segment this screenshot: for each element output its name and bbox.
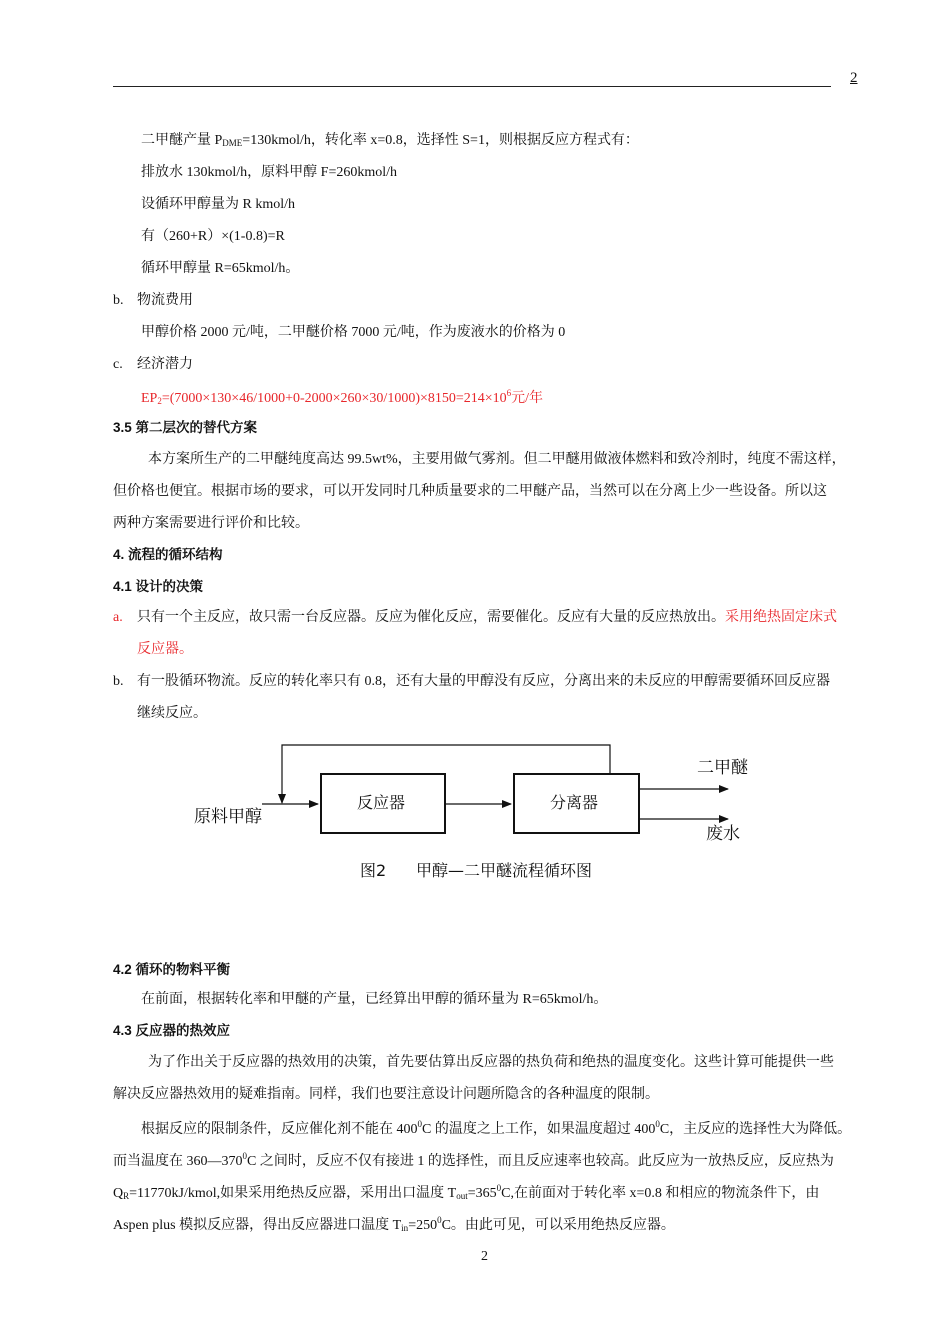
header-page-number: 2 [850,70,858,86]
ep-superscript: 6 [506,388,512,398]
temp-limit-text-cont: C 的温度之上工作，如果温度超过 400 [422,1122,656,1137]
section-4-3-para2-line1 [141,1120,851,1137]
production-text: 二甲醚产量 P [141,133,223,148]
recycle-result-line: 循环甲醇量 R=65kmol/h。 [141,261,300,276]
degree-superscript: 0 [496,1183,502,1193]
heat-text-cont: =11770kJ/kmol,如果采用绝热反应器，采用出口温度 T [129,1186,457,1201]
decision-b-line1: 有一股循环物流。反应的转化率只有 0.8，还有大量的甲醇没有反应，分离出来的未反应的甲醇需要循环回反应器 [137,674,830,689]
inlet-temp: =250 [408,1218,438,1233]
decision-b-line2: 继续反应。 [137,706,207,721]
economic-potential-title: 经济潜力 [137,357,193,372]
recycle-assumption-line: 设循环甲醇量为 R kmol/h [141,197,296,212]
section-3-5-para-line2: 但价格也便宜。根据市场的要求，可以开发同时几种质量要求的二甲醚产品，当然可以在分离上少一些设备。所以这 [113,484,827,499]
decision-a-text: 只有一个主反应，故只需一台反应器。反应为催化反应，需要催化。反应有大量的反应热放出。 [137,610,725,625]
footer-page-number: 2 [481,1249,488,1264]
waste-label: 废水 [706,824,740,844]
section-4-3-para2-line3 [113,1184,819,1201]
list-marker-a: a. [113,610,123,625]
section-4-2-text: 在前面，根据转化率和甲醚的产量，已经算出甲醇的循环量为 R=65kmol/h。 [141,992,608,1007]
feed-label: 原料甲醇 [194,807,262,827]
section-3-5-para-line1: 本方案所生产的二甲醚纯度高达 99.5wt%，主要用做气雾剂。但二甲醚用做液体燃料和致冷剂时，纯度不需这样， [148,452,846,467]
aspen-text: Aspen plus 模拟反应器，得出反应器进口温度 T [113,1218,402,1233]
discharge-line: 排放水 130kmol/h，原料甲醇 F=260kmol/h [141,165,398,180]
production-text-cont: =130kmol/h，转化率 x=0.8，选择性 S=1，则根据反应方程式有： [242,133,639,148]
section-4-1-heading: 4.1 设计的决策 [113,579,204,594]
section-4-heading: 4. 流程的循环结构 [113,547,223,562]
degree-superscript: 0 [655,1119,660,1129]
degree-superscript: 0 [417,1119,422,1129]
heat-text: Q [113,1186,124,1201]
temp-limit-text-end: C，主反应的选择性大为降低。 [659,1122,852,1137]
inlet-subscript: in [401,1223,409,1233]
section-4-3-para1-line1: 为了作出关于反应器的热效用的决策，首先要估算出反应器的热负荷和绝热的温度变化。这些计算可能提供一些 [148,1055,834,1070]
material-cost-text: 甲醇价格 2000 元/吨，二甲醚价格 7000 元/吨，作为废液水的价格为 0 [141,325,566,340]
section-4-3-para2-line2 [113,1152,834,1169]
section-4-2-heading: 4.2 循环的物料平衡 [113,962,231,977]
ep-unit: 元/年 [511,391,544,406]
production-subscript: DME [222,138,243,148]
figure-caption-number: 图2 [360,861,387,880]
heat-subscript: R [123,1191,130,1201]
degree-superscript: 0 [437,1215,442,1225]
section-3-5-para-line3: 两种方案需要进行评价和比较。 [113,516,309,531]
separator-label: 分离器 [550,793,599,812]
material-cost-title: 物流费用 [137,293,193,308]
ep-formula: =(7000×130×46/1000+0-2000×260×30/1000)×8150=214×10 [161,391,507,406]
decision-a-highlight: 采用绝热固定床式 [725,610,837,625]
temp-range-text: 而当温度在 360—370 [113,1154,243,1169]
list-marker-c: c. [113,357,123,372]
equation-line: 有（260+R）×(1-0.8)=R [141,229,285,244]
section-4-3-para1-line2: 解决反应器热效用的疑难指南。同样，我们也要注意设计问题所隐含的各种温度的限制。 [113,1087,659,1102]
outlet-subscript: out [456,1191,468,1201]
aspen-text-end: C。由此可见，可以采用绝热反应器。 [441,1218,675,1233]
decision-a-line2: 反应器。 [137,642,193,657]
product-label: 二甲醚 [697,758,748,778]
list-marker-b: b. [113,293,124,308]
section-4-3-para2-line4 [113,1216,675,1233]
section-3-5-heading: 3.5 第二层次的替代方案 [113,420,258,435]
degree-superscript: 0 [242,1151,247,1161]
outlet-temp: =365 [467,1186,497,1201]
temp-range-text-cont: C 之间时，反应不仅有接进 1 的选择性，而且反应速率也较高。此反应为一放热反应，反应热为 [247,1154,834,1169]
temp-limit-text: 根据反应的限制条件，反应催化剂不能在 400 [141,1122,418,1137]
ep-subscript: 2 [157,396,162,406]
reactor-label: 反应器 [357,793,406,812]
list-marker-b2: b. [113,674,124,689]
figure-caption-text: 甲醇—二甲醚流程循环图 [416,861,593,880]
heat-text-end: C,在前面对于转化率 x=0.8 和相应的物流条件下，由 [501,1186,820,1201]
section-4-3-heading: 4.3 反应器的热效应 [113,1023,231,1038]
ep-text: EP [141,391,158,406]
